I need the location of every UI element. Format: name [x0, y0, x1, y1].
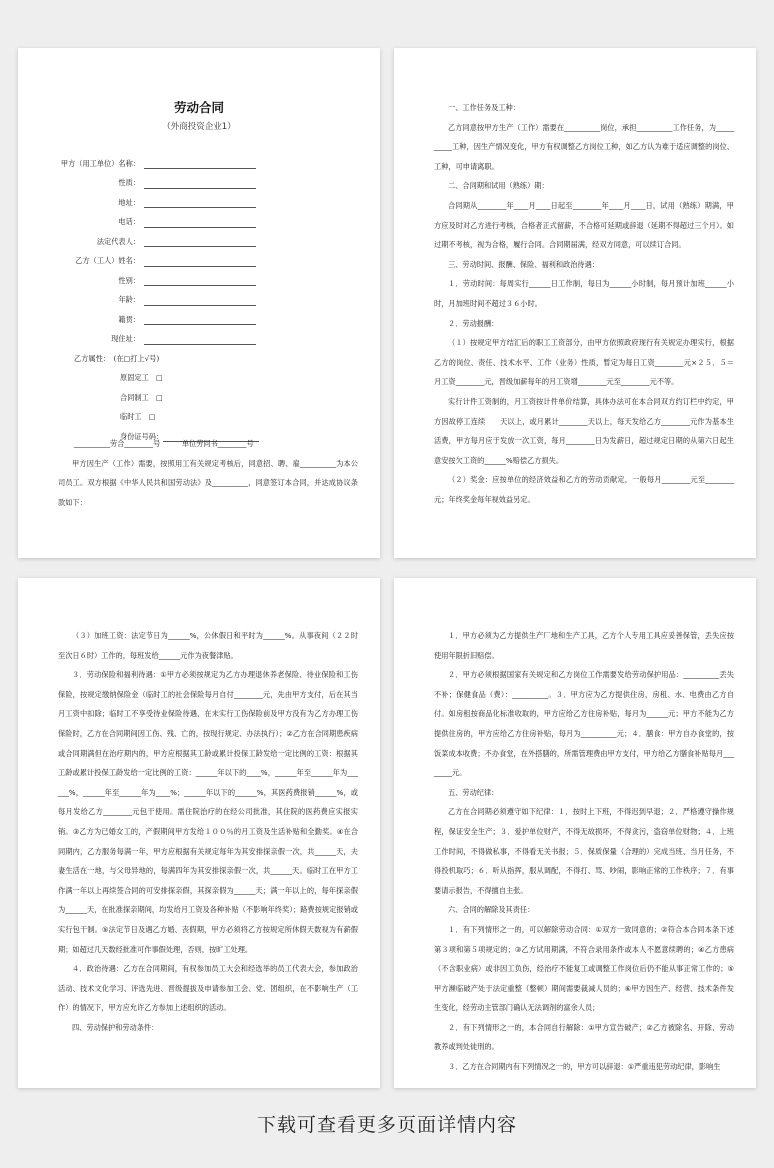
- paragraph: 六、合同的解除及其责任：: [448, 905, 535, 915]
- attribute-option: [38, 369, 378, 389]
- paragraph: 三、劳动时间、报酬、保险、福利和政治待遇：: [448, 259, 599, 269]
- form-row: [38, 154, 378, 174]
- intro-paragraph: 甲方因生产（工作）需要，按照用工有关规定考核后，同意招、聘、雇__________为本公司员工。双方根据《中华人民共和国劳动法》及__________，同意签订本合同，并达成协议条款如下：: [58, 458, 358, 507]
- form-row: [38, 310, 378, 330]
- blank-line: [144, 217, 256, 228]
- page1-body: [58, 431, 358, 512]
- field-label: 地址：: [118, 197, 140, 207]
- paragraph: ２．甲方必须根据国家有关规定和乙方岗位工作需要发给劳动保护用品：__________丢失不补；保健食品（费）：__________。３．甲方应为乙方提供住房，房租、水、电费由乙方自付。如房租按商品化标准收取的，甲方应给乙方住房补贴，每月为______元；甲方不能为乙方提供住房的，甲方应给乙方住房补贴，每月为__________元；４．膳食：甲方自办食堂的，按饭菜成本收费；不办食堂，在外搭膳的，所需管理费由甲方支付，甲方给乙方膳食补贴每月________元。: [434, 670, 734, 778]
- form-row: [38, 193, 378, 213]
- page2-body: [434, 98, 734, 509]
- blank-line: [144, 197, 256, 208]
- field-label: 性质：: [118, 178, 140, 188]
- form-row: [38, 271, 378, 291]
- field-label: 乙方（工人）姓名：: [75, 256, 140, 266]
- form-row: [38, 174, 378, 194]
- download-more-caption: 下载可查看更多页面详情内容: [256, 1114, 517, 1136]
- paragraph: 合同期从________年____月____日起至________年____月____日，试用（熟练）期满，甲方应及时对乙方进行考核，合格者正式留薪，不合格可延期或辞退（延期不得超过三个月）。如过期不考核，视为合格，履行合同。合同期届满，经双方同意，可以续订合同。: [434, 200, 734, 250]
- paragraph: ３．劳动保险和福利待遇：①甲方必须按规定为乙方办理退休养老保险、待业保险和工伤保险，按规定缴纳保险金（临时工的社会保险每月自付________元，先由甲方支付，后在其当月工资中扣除；临时工不享受待业保险待遇，在未实行工伤保险前及甲方没有为乙方办理工伤保险时，乙方在合同期间因工伤、残、亡的，按现行规定、办法执行）；②乙方在合同期患疾病或合同期满但在治疗期内的，甲方应根据其工龄或累计投保工龄发给一定比例的工资：根据其工龄或累计投保工龄发给一定比例的工资：______年以下的____%，______年至______年为______%，______年至______年为____%；______年以下的______%，其医药费报销______%，或每月发给乙方________元包干使用。需住院治疗的在经公司批准，其住院的医药费应实报实销。③乙方为已婚女工的，产假期间甲方发给１００％的月工资及生活补贴和全勤奖。④在合同期内，乙方服务每满一年，甲方应根据有关规定每年为其安排探亲假一次，共______天，夫妻生活在一地，与父母异地的，每满四年为其安排探亲假一次，共______天。临时工在甲方工作满一年以上再续签合同的可安排探亲假，其探亲假为______天；满一年以上的，每年探亲假为______天，在批准探亲期间，均发给月工资及各种补贴（不影响年终奖）；路费按规定报销或实行包干制。⑤法定节日及遇乙方婚、丧假期，甲方必须将乙方按规定所休假天数视为有薪假期；如超过几天数经批准可作事假处理，否则，按旷工处理。: [58, 670, 358, 954]
- contract-page-1: [18, 48, 380, 558]
- blank-line: [144, 158, 256, 169]
- field-label: 籍贯：: [118, 314, 140, 324]
- field-label: 甲方（用工单位）名称：: [60, 158, 140, 168]
- form-row: [38, 213, 378, 233]
- option-label: 合同制工 □: [120, 392, 163, 402]
- contract-subtitle: （外商投资企业1）: [162, 122, 236, 132]
- blank-line: [144, 178, 256, 189]
- contract-page-3: [18, 578, 380, 1088]
- paragraph: 乙方在合同期必须遵守如下纪律：１．按时上下班，不得迟到早退；２．严格遵守操作规程，保证安全生产；３．爱护单位财产，不得无故损坏，不得贪污，盗窃单位财物；４．上班工作时间，不得做私事，不得看无关书报；５．保质保量（合理的）完成当班、当月任务，不得投机取巧；６．听从指挥，服从调配，不得打、骂、吵闹，影响正常的工作秩序；７．有事要请示报告，不得擅自主张。: [434, 807, 734, 895]
- field-label: 现住址：: [111, 334, 140, 344]
- reference-line: __________劳合________号 单位劳同书________号: [74, 439, 254, 448]
- attribute-option: [38, 408, 378, 428]
- paragraph: （３）加班工资：法定节日为______%，公休假日和平时为______%。从事夜间（２２时至次日６时）工作的，每班发给______元作为夜餐津贴。: [58, 631, 358, 660]
- party-info-form: [38, 154, 378, 447]
- blank-line: [144, 275, 256, 286]
- paragraph: １．甲方必须为乙方提供生产厂地和生产工具，乙方个人专用工具应妥善保管，丢失应按使用年限折旧赔偿。: [434, 631, 734, 660]
- option-label: 原固定工 □: [120, 373, 163, 383]
- contract-title: 劳动合同: [173, 100, 224, 115]
- form-row: [38, 252, 378, 272]
- paragraph: １．劳动时间：每周实行______日工作制，每日为______小时制，每月预计加班______小时，月加班时间不超过３６小时。: [434, 279, 734, 308]
- paragraph: ２．劳动报酬：: [448, 318, 499, 328]
- form-row: [38, 291, 378, 311]
- paragraph: ２．有下列情形之一的，本合同自行解除：①甲方宣告破产；②乙方被除名、开除、劳动教养或判处徒刑的。: [434, 1022, 734, 1052]
- paragraph: （１）按规定甲方结汇后的职工工资部分，由甲方依照政府现行有关规定办理实行，根据乙方的岗位、责任、技术水平、工作（业务）性质，暂定为每日工资________元×２５．５＝月工资________元，晋级加薪每年的月工资增________元至________元不等。: [434, 338, 734, 387]
- page4-body: [434, 626, 734, 1077]
- field-label: 电话：: [118, 217, 140, 227]
- paragraph: １．有下列情形之一的，可以解除劳动合同：①双方一致同意的；②符合本合同本条下述第３项和第５项规定的；③乙方试用期满，不符合录用条件或本人不愿意续聘的；④乙方患病（不含职业病）或非因工负伤，经治疗不能复工或调整工作岗位后仍不能从事正常工作的；⑤甲方濒临破产处于法定重整（整顿）期间需要裁减人员的；⑥甲方因生产、经营、技术条件发生变化，经劳动主管部门确认无法调剂的富余人员；: [434, 924, 734, 1013]
- form-row: [38, 330, 378, 350]
- paragraph: ３．乙方在合同期内有下列情况之一的，甲方可以辞退：①严重违犯劳动纪律，影响生: [448, 1062, 721, 1072]
- blank-line: [144, 314, 256, 325]
- attribute-row: [38, 349, 378, 369]
- paragraph: 实行计件工资制的，月工资按计件单价结算，具体办法可在本合同双方约订栏中约定，甲方因故停工连续 天以上，或月累计________天以上，每天发给乙方________元作为基本生活费，甲方每月应于发放一次工资，每月________日为发薪日，超过规定日期的从第六日起生意安按欠工资的______%赔偿乙方损失。: [434, 396, 734, 465]
- paragraph: 五、劳动纪律：: [448, 787, 499, 797]
- form-row: [38, 232, 378, 252]
- field-label: 年龄：: [118, 295, 140, 305]
- attribute-label: 乙方属性： (在□打上√号): [74, 353, 160, 363]
- id-number-label: 身份证号码：: [120, 431, 164, 441]
- blank-line: [144, 295, 256, 306]
- paragraph: 二、合同期和试用（熟练）期：: [448, 181, 549, 191]
- blank-line: [144, 236, 256, 247]
- contract-page-2: [394, 48, 756, 558]
- paragraph: ４．政治待遇：乙方在合同期间，有权参加员工大会和经选举的员工代表大会，参加政治活动、技术文化学习、评选先进、晋级提拔及申请参加工会、党、团组织，在不影响生产（工作）的情况下，甲方应允许乙方参加上述组织的活动。: [58, 964, 358, 1013]
- blank-line: [144, 256, 256, 267]
- paragraph: （２）奖金：应按单位的经济效益和乙方的劳动贡献定，一般每月________元至________元；年终奖金每年视效益另定。: [434, 475, 734, 504]
- paragraph: 四、劳动保护和劳动条件：: [72, 1022, 159, 1032]
- page3-body: [58, 626, 358, 1037]
- attribute-option: [38, 388, 378, 408]
- field-label: 性别：: [118, 275, 140, 285]
- field-label: 法定代表人：: [96, 236, 140, 246]
- paragraph: 一、工作任务及工种：: [448, 103, 520, 112]
- contract-page-4: [394, 578, 756, 1088]
- blank-line: [144, 334, 256, 345]
- paragraph: 乙方同意按甲方生产（工作）需要在__________岗位，承担__________工作任务，为__________工种，因生产情况变化，甲方有权调整乙方岗位工种，如乙方认为难于适应调整的岗位、工种，可申请离职。: [434, 122, 734, 171]
- option-label: 临时工 □: [120, 412, 156, 422]
